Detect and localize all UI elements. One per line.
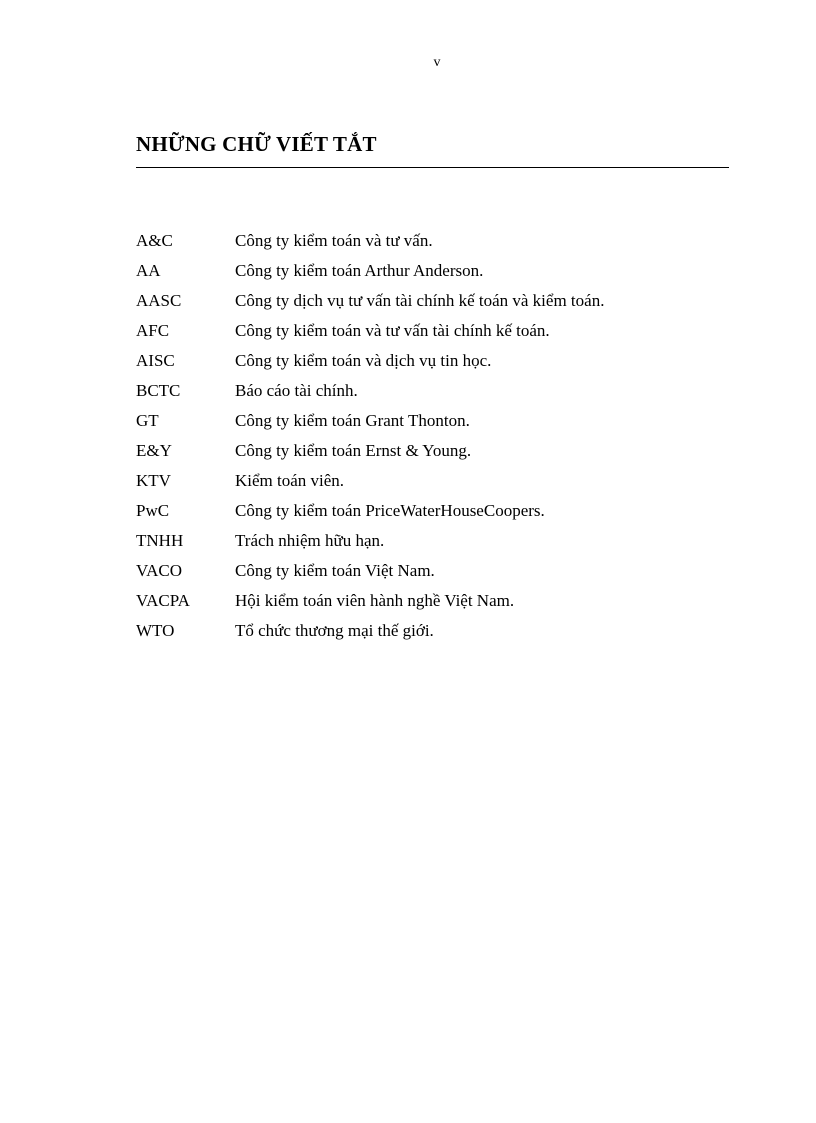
abbreviation-meaning: Trách nhiệm hữu hạn. xyxy=(235,531,385,550)
abbreviation-meaning: Hội kiểm toán viên hành nghề Việt Nam. xyxy=(235,591,515,610)
abbreviation-meaning: Công ty kiểm toán Grant Thonton. xyxy=(235,411,470,430)
abbreviation-meaning: Công ty kiểm toán PriceWaterHouseCoopers. xyxy=(235,501,545,520)
abbreviation-row xyxy=(136,376,604,406)
abbreviation-meaning: Kiểm toán viên. xyxy=(235,471,345,490)
abbreviation-row xyxy=(136,496,604,526)
abbreviation-meaning: Công ty kiểm toán và tư vấn. xyxy=(235,231,433,250)
abbreviation-row xyxy=(136,436,604,466)
abbreviation-term: AFC xyxy=(136,321,170,340)
abbreviation-term: BCTC xyxy=(136,381,181,400)
abbreviation-term: AISC xyxy=(136,351,175,370)
abbreviation-row xyxy=(136,616,604,646)
abbreviation-meaning: Công ty dịch vụ tư vấn tài chính kế toán và kiểm toán. xyxy=(235,291,605,310)
abbreviation-term: A&C xyxy=(136,231,173,250)
abbreviation-term: VACO xyxy=(136,561,182,580)
abbreviation-meaning: Tổ chức thương mại thế giới. xyxy=(235,621,434,640)
abbreviation-list xyxy=(136,226,604,646)
abbreviation-row xyxy=(136,256,604,286)
abbreviation-term: AASC xyxy=(136,291,182,310)
abbreviation-row xyxy=(136,526,604,556)
abbreviation-meaning: Công ty kiểm toán và tư vấn tài chính kế toán. xyxy=(235,321,550,340)
abbreviation-term: TNHH xyxy=(136,531,184,550)
page-title: NHỮNG CHỮ VIẾT TẮT xyxy=(136,132,377,156)
abbreviation-row xyxy=(136,556,604,586)
title-underline xyxy=(136,167,729,168)
abbreviation-term: VACPA xyxy=(136,591,190,610)
abbreviation-term: GT xyxy=(136,411,159,430)
abbreviation-term: AA xyxy=(136,261,161,280)
abbreviation-meaning: Công ty kiểm toán Ernst & Young. xyxy=(235,441,472,460)
abbreviation-meaning: Công ty kiểm toán Arthur Anderson. xyxy=(235,261,484,280)
abbreviation-row xyxy=(136,346,604,376)
abbreviation-row xyxy=(136,466,604,496)
abbreviation-row xyxy=(136,286,604,316)
abbreviation-term: PwC xyxy=(136,501,170,520)
page-number: v xyxy=(433,55,441,70)
abbreviation-meaning: Báo cáo tài chính. xyxy=(235,381,358,400)
abbreviation-term: E&Y xyxy=(136,441,172,460)
abbreviation-row xyxy=(136,316,604,346)
abbreviation-term: WTO xyxy=(136,621,175,640)
abbreviation-meaning: Công ty kiểm toán và dịch vụ tin học. xyxy=(235,351,492,370)
abbreviation-meaning: Công ty kiểm toán Việt Nam. xyxy=(235,561,435,580)
abbreviation-term: KTV xyxy=(136,471,171,490)
abbreviation-row xyxy=(136,586,604,616)
abbreviation-row xyxy=(136,406,604,436)
abbreviation-row xyxy=(136,226,604,256)
